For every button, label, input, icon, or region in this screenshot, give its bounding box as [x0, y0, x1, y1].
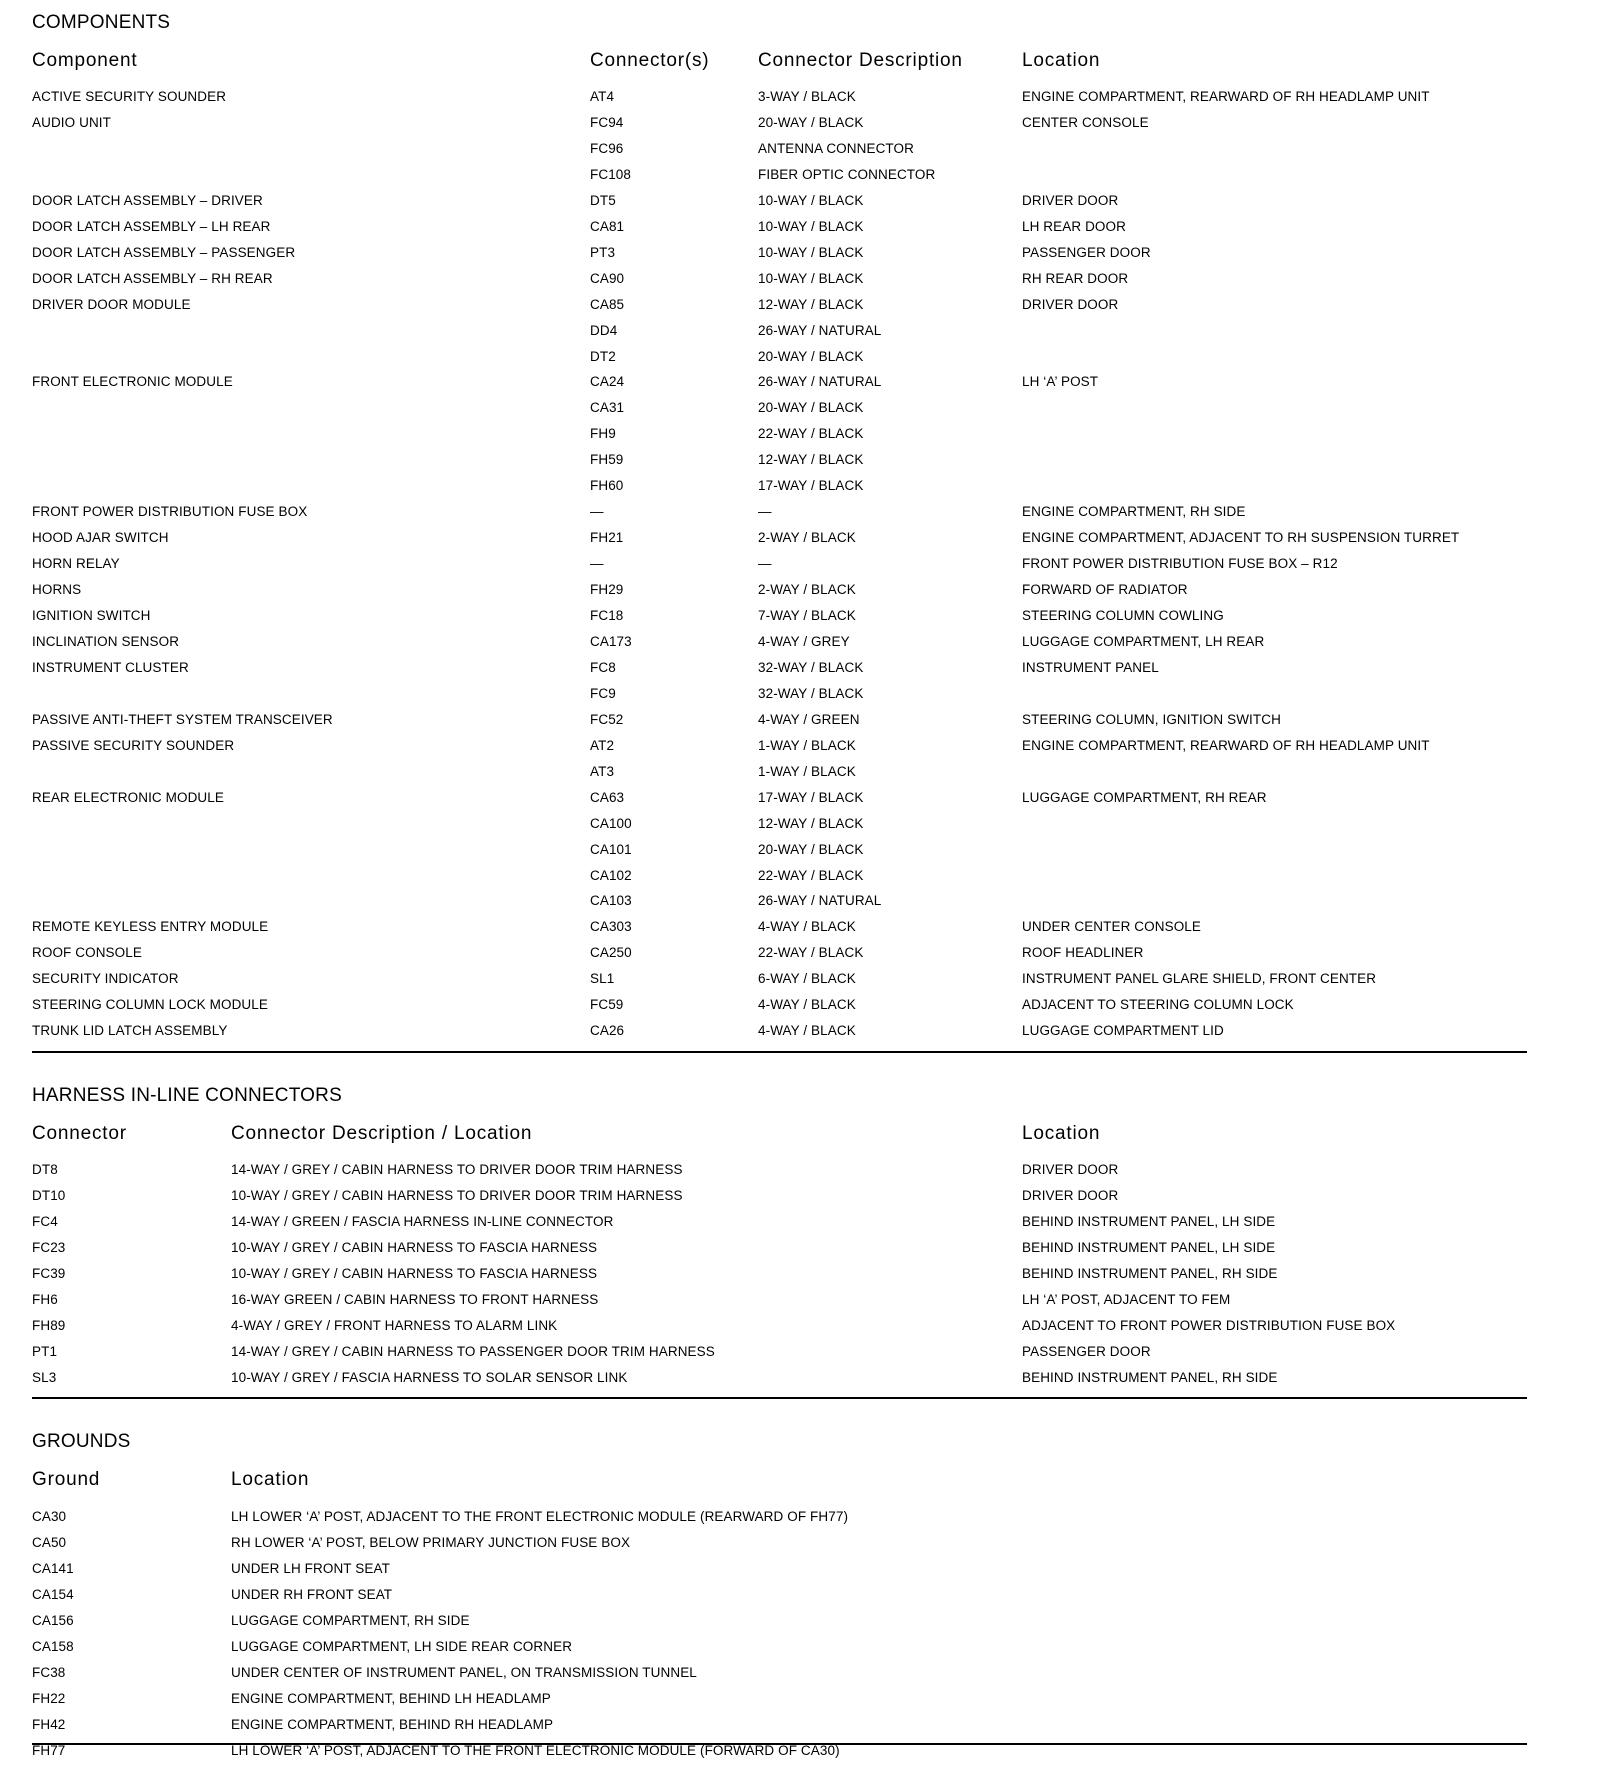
component-name-cell: ROOF CONSOLE — [32, 945, 142, 961]
table-row — [0, 1560, 1600, 1586]
connector-id-cell: FC96 — [590, 140, 624, 156]
connector-id-cell: AT4 — [590, 89, 615, 104]
component-name-cell: PASSIVE ANTI-THEFT SYSTEM TRANSCEIVER — [32, 711, 333, 727]
table-row — [0, 373, 1600, 399]
connector-id-cell: CA81 — [590, 218, 625, 234]
location-cell: UNDER RH FRONT SEAT — [231, 1586, 393, 1602]
table-row — [0, 425, 1600, 451]
connector-id-cell: DD4 — [590, 322, 618, 338]
connector-id-cell: CA102 — [590, 867, 632, 883]
location-cell: ENGINE COMPARTMENT, BEHIND LH HEADLAMP — [231, 1690, 551, 1706]
column-header-connector-description: Connector Description — [758, 50, 963, 71]
table-row — [0, 867, 1600, 893]
location-cell: ADJACENT TO FRONT POWER DISTRIBUTION FUSE BOX — [1022, 1317, 1396, 1333]
location-cell: LUGGAGE COMPARTMENT LID — [1022, 1023, 1224, 1039]
table-row — [0, 1291, 1600, 1317]
location-cell: PASSENGER DOOR — [1022, 244, 1151, 260]
location-cell: ENGINE COMPARTMENT, RH SIDE — [1022, 504, 1246, 520]
ground-id-cell: CA141 — [32, 1560, 74, 1576]
connector-id-cell: CA103 — [590, 893, 632, 909]
table-row — [0, 944, 1600, 970]
location-cell: LUGGAGE COMPARTMENT, RH SIDE — [231, 1612, 470, 1628]
connector-description-cell: 10-WAY / GREY / CABIN HARNESS TO DRIVER DOOR TRIM HARNESS — [231, 1187, 683, 1203]
location-cell: BEHIND INSTRUMENT PANEL, RH SIDE — [1022, 1265, 1278, 1281]
table-row — [0, 166, 1600, 192]
table-row — [0, 503, 1600, 529]
connector-description-cell: 4-WAY / GREY / FRONT HARNESS TO ALARM LINK — [231, 1317, 558, 1333]
connector-description-cell: 16-WAY GREEN / CABIN HARNESS TO FRONT HARNESS — [231, 1291, 599, 1307]
table-row — [0, 737, 1600, 763]
component-name-cell: PASSIVE SECURITY SOUNDER — [32, 737, 235, 753]
connector-id-cell: FH89 — [32, 1317, 66, 1333]
table-row — [0, 918, 1600, 944]
location-cell: PASSENGER DOOR — [1022, 1343, 1151, 1359]
location-cell: UNDER LH FRONT SEAT — [231, 1560, 390, 1576]
connector-id-cell: PT3 — [590, 244, 616, 260]
connector-description-cell: 10-WAY / BLACK — [758, 218, 864, 234]
table-row — [0, 659, 1600, 685]
connector-id-cell: CA26 — [590, 1023, 625, 1039]
connector-id-cell: FH59 — [590, 452, 624, 468]
location-cell: INSTRUMENT PANEL — [1022, 659, 1159, 675]
ground-id-cell: CA156 — [32, 1612, 74, 1628]
connector-id-cell: CA100 — [590, 815, 632, 831]
connector-id-cell: FC18 — [590, 608, 624, 623]
location-cell: FORWARD OF RADIATOR — [1022, 582, 1188, 598]
connector-id-cell: DT5 — [590, 192, 616, 208]
column-header-connectors: Connector(s) — [590, 50, 710, 71]
connector-description-cell: 10-WAY / BLACK — [758, 192, 864, 208]
connector-description-cell: 32-WAY / BLACK — [758, 685, 864, 701]
table-row — [0, 270, 1600, 296]
connector-description-cell: 20-WAY / BLACK — [758, 348, 864, 364]
connector-id-cell: FH6 — [32, 1291, 58, 1307]
section-title-grounds: GROUNDS — [32, 1431, 131, 1452]
location-cell: LH LOWER ‘A’ POST, ADJACENT TO THE FRONT ELECTRONIC MODULE (REARWARD OF FH77) — [231, 1509, 849, 1524]
connector-id-cell: FC39 — [32, 1265, 66, 1281]
location-cell: LUGGAGE COMPARTMENT, LH SIDE REAR CORNER — [231, 1638, 573, 1654]
column-header-component: Component — [32, 50, 138, 71]
location-cell: BEHIND INSTRUMENT PANEL, RH SIDE — [1022, 1369, 1278, 1385]
connector-description-cell: 12-WAY / BLACK — [758, 452, 864, 468]
connector-id-cell: PT1 — [32, 1343, 58, 1359]
table-row — [0, 711, 1600, 737]
location-cell: DRIVER DOOR — [1022, 1162, 1119, 1177]
connector-description-cell: 1-WAY / BLACK — [758, 737, 856, 753]
connector-description-cell: 14-WAY / GREEN / FASCIA HARNESS IN-LINE CONNECTOR — [231, 1213, 614, 1229]
components-divider — [32, 1051, 1527, 1053]
table-row — [0, 88, 1600, 114]
table-row — [0, 218, 1600, 244]
location-cell: CENTER CONSOLE — [1022, 114, 1149, 130]
connector-id-cell: FH9 — [590, 426, 616, 442]
table-row — [0, 1369, 1600, 1395]
component-name-cell: ACTIVE SECURITY SOUNDER — [32, 89, 227, 104]
ground-id-cell: CA30 — [32, 1509, 67, 1524]
connector-description-cell: 14-WAY / GREY / CABIN HARNESS TO PASSENGER DOOR TRIM HARNESS — [231, 1343, 715, 1359]
connector-description-cell: 32-WAY / BLACK — [758, 659, 864, 675]
component-name-cell: HORN RELAY — [32, 556, 120, 572]
location-cell: UNDER CENTER CONSOLE — [1022, 919, 1202, 935]
table-row — [0, 1317, 1600, 1343]
component-name-cell: REAR ELECTRONIC MODULE — [32, 789, 224, 805]
table-row — [0, 1638, 1600, 1664]
connector-description-cell: 4-WAY / GREEN — [758, 711, 860, 727]
component-name-cell: INSTRUMENT CLUSTER — [32, 659, 189, 675]
location-cell: LUGGAGE COMPARTMENT, LH REAR — [1022, 633, 1265, 649]
component-name-cell: DOOR LATCH ASSEMBLY – DRIVER — [32, 192, 263, 208]
column-header-harness-location: Location — [1022, 1123, 1101, 1144]
location-cell: ENGINE COMPARTMENT, REARWARD OF RH HEADLAMP UNIT — [1022, 737, 1430, 753]
connector-id-cell: CA24 — [590, 374, 625, 390]
location-cell: ROOF HEADLINER — [1022, 945, 1144, 961]
component-name-cell: DOOR LATCH ASSEMBLY – PASSENGER — [32, 244, 296, 260]
connector-id-cell: DT2 — [590, 348, 616, 364]
table-row — [0, 1664, 1600, 1690]
connector-id-cell: SL1 — [590, 971, 615, 987]
connector-description-cell: 6-WAY / BLACK — [758, 971, 856, 987]
table-row — [0, 1213, 1600, 1239]
connector-id-cell: AT2 — [590, 737, 615, 753]
ground-id-cell: FH42 — [32, 1716, 66, 1732]
connector-description-cell: 20-WAY / BLACK — [758, 841, 864, 857]
location-cell: LH LOWER ‘A’ POST, ADJACENT TO THE FRONT ELECTRONIC MODULE (FORWARD OF CA30) — [231, 1742, 840, 1758]
table-row — [0, 607, 1600, 633]
location-cell: BEHIND INSTRUMENT PANEL, LH SIDE — [1022, 1213, 1276, 1229]
connector-id-cell: — — [590, 556, 604, 572]
harness-divider — [32, 1397, 1527, 1399]
connector-id-cell: CA63 — [590, 789, 625, 805]
table-row — [0, 1690, 1600, 1716]
location-cell: LH ‘A’ POST — [1022, 374, 1099, 390]
connector-description-cell: 10-WAY / GREY / CABIN HARNESS TO FASCIA HARNESS — [231, 1265, 598, 1281]
ground-id-cell: CA154 — [32, 1586, 74, 1602]
column-header-location: Location — [1022, 50, 1101, 71]
location-cell: RH LOWER ‘A’ POST, BELOW PRIMARY JUNCTION FUSE BOX — [231, 1534, 631, 1550]
location-cell: UNDER CENTER OF INSTRUMENT PANEL, ON TRANSMISSION TUNNEL — [231, 1664, 697, 1680]
location-cell: DRIVER DOOR — [1022, 1187, 1119, 1203]
location-cell: ENGINE COMPARTMENT, ADJACENT TO RH SUSPENSION TURRET — [1022, 530, 1460, 546]
connector-description-cell: — — [758, 556, 772, 572]
table-row — [0, 529, 1600, 555]
connector-description-cell: 20-WAY / BLACK — [758, 400, 864, 416]
connector-id-cell: FC8 — [590, 659, 616, 675]
connector-id-cell: FC9 — [590, 685, 616, 701]
table-row — [0, 140, 1600, 166]
connector-id-cell: FC23 — [32, 1239, 66, 1255]
table-row — [0, 244, 1600, 270]
connector-description-cell: 26-WAY / NATURAL — [758, 893, 882, 909]
connector-description-cell: 10-WAY / BLACK — [758, 270, 864, 286]
connector-description-cell: 4-WAY / BLACK — [758, 1023, 856, 1039]
connector-id-cell: CA303 — [590, 919, 632, 935]
table-row — [0, 815, 1600, 841]
table-row — [0, 1716, 1600, 1742]
table-row — [0, 841, 1600, 867]
component-name-cell: STEERING COLUMN LOCK MODULE — [32, 997, 268, 1013]
connector-id-cell: FC4 — [32, 1213, 58, 1229]
connector-id-cell: DT10 — [32, 1187, 66, 1203]
table-row — [0, 296, 1600, 322]
ground-id-cell: FH77 — [32, 1742, 66, 1758]
ground-id-cell: FH22 — [32, 1690, 66, 1706]
connector-description-cell: 17-WAY / BLACK — [758, 478, 864, 494]
location-cell: STEERING COLUMN COWLING — [1022, 608, 1224, 623]
connector-id-cell: CA31 — [590, 400, 625, 416]
table-row — [0, 451, 1600, 477]
connector-id-cell: FH29 — [590, 582, 624, 598]
table-row — [0, 581, 1600, 607]
component-name-cell: FRONT ELECTRONIC MODULE — [32, 374, 233, 390]
table-row — [0, 555, 1600, 581]
connector-description-cell: 22-WAY / BLACK — [758, 867, 864, 883]
connector-description-cell: ANTENNA CONNECTOR — [758, 140, 914, 156]
table-row — [0, 1265, 1600, 1291]
table-row — [0, 322, 1600, 348]
location-cell: DRIVER DOOR — [1022, 296, 1119, 312]
connector-description-cell: — — [758, 504, 772, 520]
grounds-divider — [32, 1743, 1527, 1745]
location-cell: STEERING COLUMN, IGNITION SWITCH — [1022, 711, 1281, 727]
connector-description-cell: 10-WAY / BLACK — [758, 244, 864, 260]
location-cell: LUGGAGE COMPARTMENT, RH REAR — [1022, 789, 1267, 805]
connector-id-cell: CA90 — [590, 270, 625, 286]
table-row — [0, 763, 1600, 789]
table-row — [0, 1187, 1600, 1213]
component-name-cell: INCLINATION SENSOR — [32, 633, 180, 649]
table-row — [0, 633, 1600, 659]
component-name-cell: DOOR LATCH ASSEMBLY – RH REAR — [32, 270, 273, 286]
location-cell: LH REAR DOOR — [1022, 218, 1126, 234]
connector-description-cell: 20-WAY / BLACK — [758, 114, 864, 130]
connector-id-cell: FH21 — [590, 530, 624, 546]
location-cell: FRONT POWER DISTRIBUTION FUSE BOX – R12 — [1022, 556, 1338, 572]
connector-id-cell: FC108 — [590, 166, 632, 182]
table-row — [0, 1612, 1600, 1638]
location-cell: RH REAR DOOR — [1022, 270, 1129, 286]
table-row — [0, 789, 1600, 815]
component-name-cell: IGNITION SWITCH — [32, 608, 151, 623]
table-row — [0, 1742, 1600, 1768]
connector-id-cell: FH60 — [590, 478, 624, 494]
component-name-cell: REMOTE KEYLESS ENTRY MODULE — [32, 919, 269, 935]
connector-id-cell: DT8 — [32, 1162, 58, 1177]
column-header-ground: Ground — [32, 1469, 101, 1490]
table-row — [0, 192, 1600, 218]
ground-id-cell: CA158 — [32, 1638, 74, 1654]
connector-id-cell: CA85 — [590, 296, 625, 312]
table-row — [0, 892, 1600, 918]
table-row — [0, 996, 1600, 1022]
connector-description-cell: 22-WAY / BLACK — [758, 945, 864, 961]
connector-description-cell: 1-WAY / BLACK — [758, 763, 856, 779]
connector-id-cell: — — [590, 504, 604, 520]
component-name-cell: HOOD AJAR SWITCH — [32, 530, 169, 546]
ground-id-cell: FC38 — [32, 1664, 66, 1680]
connector-id-cell: SL3 — [32, 1369, 57, 1385]
connector-id-cell: CA250 — [590, 945, 632, 961]
connector-id-cell: FC94 — [590, 114, 624, 130]
connector-description-cell: 17-WAY / BLACK — [758, 789, 864, 805]
connector-description-cell: 12-WAY / BLACK — [758, 296, 864, 312]
table-row — [0, 1343, 1600, 1369]
connector-description-cell: FIBER OPTIC CONNECTOR — [758, 166, 936, 182]
table-row — [0, 1534, 1600, 1560]
connector-description-cell: 22-WAY / BLACK — [758, 426, 864, 442]
table-row — [0, 1161, 1600, 1187]
location-cell: ENGINE COMPARTMENT, REARWARD OF RH HEADLAMP UNIT — [1022, 89, 1430, 104]
component-name-cell: DRIVER DOOR MODULE — [32, 296, 191, 312]
table-row — [0, 399, 1600, 425]
connector-description-cell: 7-WAY / BLACK — [758, 608, 856, 623]
connector-description-cell: 10-WAY / GREY / CABIN HARNESS TO FASCIA HARNESS — [231, 1239, 598, 1255]
table-row — [0, 477, 1600, 503]
section-title-components: COMPONENTS — [32, 12, 171, 33]
column-header-description-location: Connector Description / Location — [231, 1123, 533, 1144]
section-title-harness: HARNESS IN-LINE CONNECTORS — [32, 1085, 342, 1106]
connector-description-cell: 12-WAY / BLACK — [758, 815, 864, 831]
component-name-cell: TRUNK LID LATCH ASSEMBLY — [32, 1023, 228, 1039]
table-row — [0, 685, 1600, 711]
table-row — [0, 1508, 1600, 1534]
component-name-cell: DOOR LATCH ASSEMBLY – LH REAR — [32, 218, 271, 234]
connector-description-cell: 10-WAY / GREY / FASCIA HARNESS TO SOLAR SENSOR LINK — [231, 1369, 628, 1385]
column-header-connector: Connector — [32, 1123, 127, 1144]
table-row — [0, 1022, 1600, 1048]
location-cell: DRIVER DOOR — [1022, 192, 1119, 208]
ground-id-cell: CA50 — [32, 1534, 67, 1550]
connector-description-cell: 2-WAY / BLACK — [758, 530, 856, 546]
table-row — [0, 1586, 1600, 1612]
component-name-cell: AUDIO UNIT — [32, 114, 112, 130]
connector-id-cell: CA101 — [590, 841, 632, 857]
table-row — [0, 114, 1600, 140]
connector-description-cell: 4-WAY / BLACK — [758, 997, 856, 1013]
table-row — [0, 970, 1600, 996]
table-row — [0, 348, 1600, 374]
component-name-cell: SECURITY INDICATOR — [32, 971, 179, 987]
connector-description-cell: 4-WAY / BLACK — [758, 919, 856, 935]
connector-id-cell: AT3 — [590, 763, 615, 779]
location-cell: INSTRUMENT PANEL GLARE SHIELD, FRONT CENTER — [1022, 971, 1377, 987]
component-name-cell: HORNS — [32, 582, 82, 598]
connector-description-cell: 14-WAY / GREY / CABIN HARNESS TO DRIVER DOOR TRIM HARNESS — [231, 1162, 683, 1177]
component-name-cell: FRONT POWER DISTRIBUTION FUSE BOX — [32, 504, 308, 520]
connector-description-cell: 26-WAY / NATURAL — [758, 322, 882, 338]
table-row — [0, 1239, 1600, 1265]
location-cell: ADJACENT TO STEERING COLUMN LOCK — [1022, 997, 1294, 1013]
connector-description-cell: 26-WAY / NATURAL — [758, 374, 882, 390]
location-cell: BEHIND INSTRUMENT PANEL, LH SIDE — [1022, 1239, 1276, 1255]
connector-description-cell: 3-WAY / BLACK — [758, 89, 856, 104]
connector-id-cell: CA173 — [590, 633, 632, 649]
connector-description-cell: 4-WAY / GREY — [758, 633, 850, 649]
location-cell: ENGINE COMPARTMENT, BEHIND RH HEADLAMP — [231, 1716, 554, 1732]
connector-id-cell: FC59 — [590, 997, 624, 1013]
column-header-ground-location: Location — [231, 1469, 310, 1490]
connector-description-cell: 2-WAY / BLACK — [758, 582, 856, 598]
connector-id-cell: FC52 — [590, 711, 624, 727]
location-cell: LH ‘A’ POST, ADJACENT TO FEM — [1022, 1291, 1231, 1307]
